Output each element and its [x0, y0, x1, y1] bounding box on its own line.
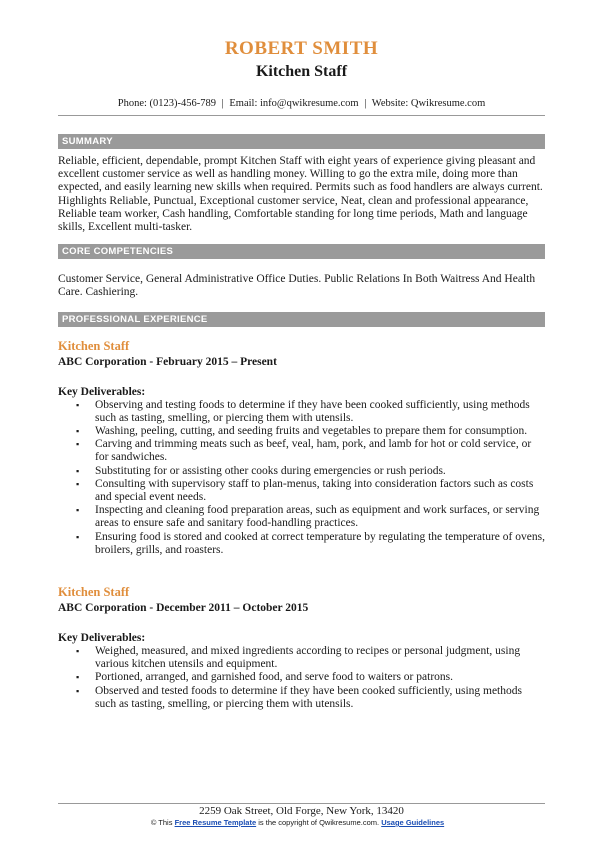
- website: Website: Qwikresume.com: [371, 98, 486, 109]
- separator: |: [221, 98, 224, 109]
- list-item-text: Substituting for or assisting other cooks during emergencies or rush periods.: [95, 464, 446, 477]
- list-item-text: Observed and tested foods to determine if they have been cooked sufficiently, using methods such as tasting, smelling, or piercing them with utensils.: [95, 684, 522, 710]
- usage-guidelines-link[interactable]: Usage Guidelines: [381, 818, 445, 827]
- list-item: [76, 531, 545, 557]
- email: Email: info@qwikresume.com: [229, 98, 359, 109]
- copyright-prefix: © This: [150, 818, 173, 827]
- core-competencies-text: Customer Service, General Administrative Office Duties. Public Relations In Both Waitress And Health Care. Cashiering.: [58, 273, 536, 299]
- list-item-text: Inspecting and cleaning food preparation areas, such as equipment and work surfaces, or serving areas to ensure safe and sanitary food-handling practices.: [95, 504, 540, 530]
- copyright-middle: is the copyright of Qwikresume.com.: [258, 818, 380, 827]
- bullet-icon: ▪: [76, 426, 80, 437]
- core-competencies-heading: CORE COMPETENCIES: [58, 244, 545, 259]
- list-item: [76, 478, 545, 504]
- list-item: [76, 504, 545, 530]
- bullet-icon: ▪: [76, 672, 80, 683]
- list-item-text: Weighed, measured, and mixed ingredients according to recipes or personal judgment, using various kitchen utensils and equipment.: [95, 645, 521, 671]
- list-item: [76, 671, 545, 684]
- summary-heading: SUMMARY: [58, 134, 545, 149]
- list-item: [76, 399, 545, 425]
- bullet-icon: ▪: [76, 399, 80, 410]
- job-entry: [58, 339, 545, 557]
- list-item-text: Observing and testing foods to determine if they have been cooked sufficiently, using methods such as tasting, smelling, or piercing them with utensils.: [95, 398, 530, 424]
- job-title-heading: Kitchen Staff: [255, 63, 348, 80]
- phone: Phone: (0123)-456-789: [117, 98, 217, 109]
- list-item: [76, 645, 545, 671]
- list-item-text: Carving and trimming meats such as beef, veal, ham, pork, and lamb for hot or cold service, or for sandwiches.: [95, 438, 532, 464]
- footer-copyright: [0, 818, 595, 828]
- list-item-text: Consulting with supervisory staff to plan-menus, taking into consideration factors such as costs and special event needs.: [95, 477, 534, 504]
- job-company-dates: ABC Corporation - February 2015 – Present: [58, 355, 277, 368]
- bullet-icon: ▪: [76, 505, 80, 516]
- list-item: [76, 685, 545, 711]
- header-divider: [58, 115, 545, 116]
- bullet-icon: ▪: [76, 465, 80, 476]
- job-title: Kitchen Staff: [58, 338, 130, 353]
- bullet-icon: ▪: [76, 646, 80, 657]
- bullet-icon: ▪: [76, 439, 80, 450]
- list-item: [76, 465, 545, 478]
- contact-line: [58, 97, 545, 115]
- bullet-icon: ▪: [76, 478, 80, 489]
- separator: |: [364, 98, 367, 109]
- professional-experience-heading: PROFESSIONAL EXPERIENCE: [58, 312, 545, 327]
- job-entry: [58, 585, 545, 711]
- list-item: [76, 438, 545, 464]
- deliverables-list: [58, 645, 545, 711]
- deliverables-label: Key Deliverables:: [58, 385, 146, 398]
- list-item: [76, 425, 545, 438]
- deliverables-list: [58, 399, 545, 557]
- list-item-text: Portioned, arranged, and garnished food, and serve food to waiters or patrons.: [95, 671, 453, 684]
- list-item-text: Washing, peeling, cutting, and seeding fruits and vegetables to prepare them for consumption.: [95, 425, 528, 438]
- job-title: Kitchen Staff: [58, 585, 130, 600]
- deliverables-label: Key Deliverables:: [58, 632, 146, 645]
- footer-address: 2259 Oak Street, Old Forge, New York, 13420: [199, 805, 404, 817]
- bullet-icon: ▪: [76, 531, 80, 542]
- candidate-name: ROBERT SMITH: [224, 38, 379, 59]
- bullet-icon: ▪: [76, 685, 80, 696]
- summary-text: Reliable, efficient, dependable, prompt Kitchen Staff with eight years of experience giving pleasant and excellent customer service as well as handling money. Willing to go the extra mile, doing more than expected, and easily learning new skills when required. Permits such as food handlers are always current. Highlights Reliable, Punctual, Exceptional customer service, Neat, clean and professional appearance, Reliable team worker, Cash handling, Comfortable standing for long time periods, Math and language skills, Excellent multi-tasker.: [58, 155, 543, 234]
- list-item-text: Ensuring food is stored and cooked at correct temperature by regulating the temperature of ovens, broilers, grills, and roasters.: [95, 530, 545, 556]
- free-resume-template-link[interactable]: Free Resume Template: [174, 818, 257, 827]
- job-company-dates: ABC Corporation - December 2011 – October 2015: [58, 602, 309, 615]
